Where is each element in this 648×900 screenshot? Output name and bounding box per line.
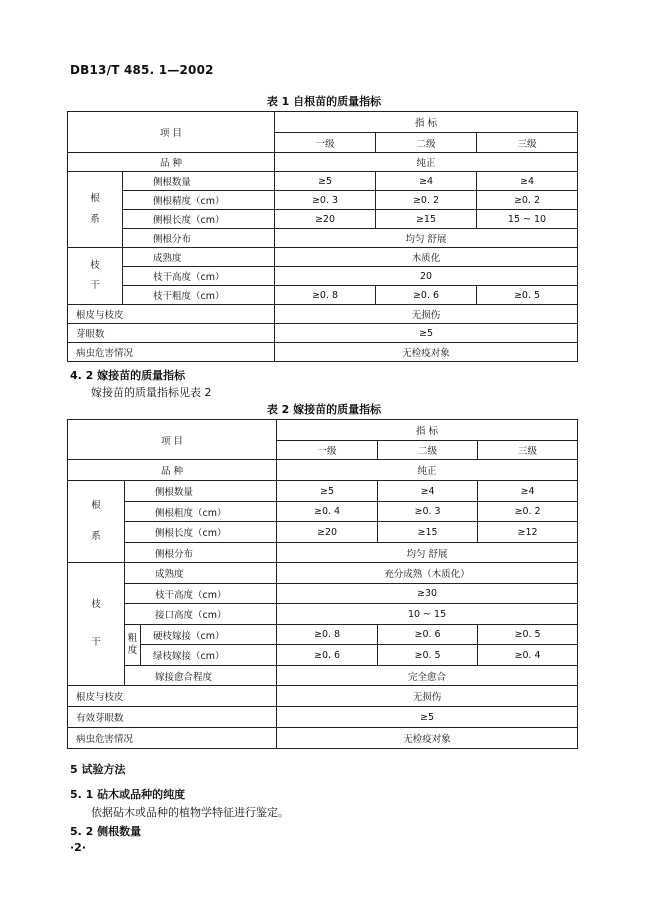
table2-row-label: 枝干高度（cm）	[125, 584, 277, 604]
table1-row-label: 病虫危害情况	[68, 343, 275, 362]
table1-cell: ≥0. 2	[376, 191, 477, 210]
table2-cell: ≥0. 5	[478, 625, 578, 645]
table2-item-header: 项 目	[68, 420, 277, 460]
section-4-2-text: 嫁接苗的质量指标见表 2	[91, 386, 212, 399]
table1-root-group	[68, 172, 123, 248]
table2-cell: ≥0. 4	[277, 502, 378, 522]
table1-root-group-char2: 系	[90, 213, 100, 225]
table2-cell: 充分成熟（木质化）	[277, 563, 578, 584]
table2-row-label: 根皮与枝皮	[68, 686, 277, 707]
table2-trunk-group	[68, 563, 125, 686]
table2-cell: 无损伤	[277, 686, 578, 707]
table2-caption: 表 2 嫁接苗的质量指标	[266, 403, 382, 416]
table2-variety-value: 纯正	[277, 460, 578, 481]
table1-cell: 20	[275, 267, 578, 286]
table1-cell: ≥5	[275, 172, 376, 191]
table1-row-label: 根皮与枝皮	[68, 305, 275, 324]
table2	[67, 419, 578, 749]
table1-row-label: 侧根长度（cm）	[123, 210, 275, 229]
table1-row-label: 侧根精度（cm）	[123, 191, 275, 210]
table2-grade-1: 一级	[277, 441, 378, 460]
table2-cell: 无检疫对象	[277, 728, 578, 749]
table1-cell: 无损伤	[275, 305, 578, 324]
table1-root-group-char1: 根	[90, 193, 100, 205]
table1-grade-2: 二级	[376, 133, 477, 153]
table2-cell: ≥0. 6	[277, 645, 378, 666]
table1-row-label: 枝干高度（cm）	[123, 267, 275, 286]
table1-trunk-group-char2: 干	[90, 280, 100, 291]
table2-cell: 均匀 舒展	[277, 543, 578, 563]
table2-cell: ≥20	[277, 522, 378, 543]
table2-row-label: 有效芽眼数	[68, 707, 277, 728]
table2-cell: ≥0. 6	[378, 625, 478, 645]
table1-cell: ≥20	[275, 210, 376, 229]
table2-cell: ≥0. 8	[277, 625, 378, 645]
table1-cell: ≥0. 2	[477, 191, 578, 210]
table2-row-label: 侧根分布	[125, 543, 277, 563]
table2-row-label: 接口高度（cm）	[125, 604, 277, 625]
table2-grade-3: 三级	[478, 441, 578, 460]
table2-row-label: 侧根粗度（cm）	[125, 502, 277, 522]
table2-row-label: 硬枝嫁接（cm）	[141, 625, 277, 645]
table2-row-label: 绿枝嫁接（cm）	[141, 645, 277, 666]
section-5-2-heading: 5. 2 侧根数量	[70, 825, 142, 838]
table1-trunk-group	[68, 248, 123, 305]
table1-grade-1: 一级	[275, 133, 376, 153]
section-4-2-heading: 4. 2 嫁接苗的质量指标	[70, 369, 186, 382]
table1-cell: ≥4	[477, 172, 578, 191]
section-5-1-heading: 5. 1 砧木或品种的纯度	[70, 788, 186, 801]
table1-cell: ≥0. 8	[275, 286, 376, 305]
table2-cell: ≥5	[277, 481, 378, 502]
table2-grade-2: 二级	[378, 441, 478, 460]
table1-cell: 木质化	[275, 248, 578, 267]
table1-row-label: 成熟度	[123, 248, 275, 267]
table2-root-group-char1: 根	[91, 500, 101, 512]
section-5-heading: 5 试验方法	[70, 763, 126, 776]
table2-cell: ≥30	[277, 584, 578, 604]
table1-grade-3: 三级	[477, 133, 578, 153]
document-code: DB13/T 485. 1—2002	[70, 63, 214, 77]
table2-row-label: 病虫危害情况	[68, 728, 277, 749]
table2-row-label: 嫁接愈合程度	[125, 666, 277, 686]
table1-variety-label: 品 种	[68, 153, 275, 172]
table1-row-label: 枝干粗度（cm）	[123, 286, 275, 305]
table2-cell: ≥0. 5	[378, 645, 478, 666]
table2-row-label: 侧根数量	[125, 481, 277, 502]
table1-cell: ≥5	[275, 324, 578, 343]
table1-cell: ≥0. 5	[477, 286, 578, 305]
table2-indicator-header: 指 标	[277, 420, 578, 441]
table2-root-group-char2: 系	[91, 530, 101, 542]
table2-trunk-group-char1: 枝	[91, 598, 101, 610]
table2-cell: ≥0. 2	[478, 502, 578, 522]
table1-cell: ≥15	[376, 210, 477, 229]
table2-cell: 完全愈合	[277, 666, 578, 686]
table2-cell: ≥4	[378, 481, 478, 502]
table2-cell: ≥5	[277, 707, 578, 728]
table1	[67, 111, 578, 362]
table1-cell: ≥0. 3	[275, 191, 376, 210]
table1-cell: ≥0. 6	[376, 286, 477, 305]
table2-cell: ≥0. 3	[378, 502, 478, 522]
table2-cell: ≥0. 4	[478, 645, 578, 666]
table2-trunk-group-char2: 干	[91, 637, 101, 648]
table1-row-label: 侧根分布	[123, 229, 275, 248]
table2-cell: ≥4	[478, 481, 578, 502]
table2-thickness-char1: 粗	[127, 632, 138, 644]
table2-row-label: 侧根长度（cm）	[125, 522, 277, 543]
table1-caption: 表 1 自根苗的质量指标	[266, 95, 382, 108]
table1-cell: 无检疫对象	[275, 343, 578, 362]
table1-trunk-group-char1: 枝	[90, 259, 100, 271]
table2-thickness-group	[125, 625, 141, 666]
table1-indicator-header: 指 标	[275, 112, 578, 133]
table1-variety-value: 纯正	[275, 153, 578, 172]
table2-cell: ≥12	[478, 522, 578, 543]
table1-row-label: 侧根数量	[123, 172, 275, 191]
table2-row-label: 成熟度	[125, 563, 277, 584]
table2-thickness-char2: 度	[127, 645, 138, 656]
table2-cell: ≥15	[378, 522, 478, 543]
table1-cell: 15 ~ 10	[477, 210, 578, 229]
section-5-1-text: 依据砧木或品种的植物学特征进行鉴定。	[91, 806, 289, 819]
table1-row-label: 芽眼数	[68, 324, 275, 343]
table1-cell: ≥4	[376, 172, 477, 191]
table2-variety-label: 品 种	[68, 460, 277, 481]
page-number: ·2·	[70, 841, 87, 854]
table1-item-header: 项 目	[68, 112, 275, 153]
table2-root-group	[68, 481, 125, 563]
table1-cell: 均匀 舒展	[275, 229, 578, 248]
table2-cell: 10 ~ 15	[277, 604, 578, 625]
